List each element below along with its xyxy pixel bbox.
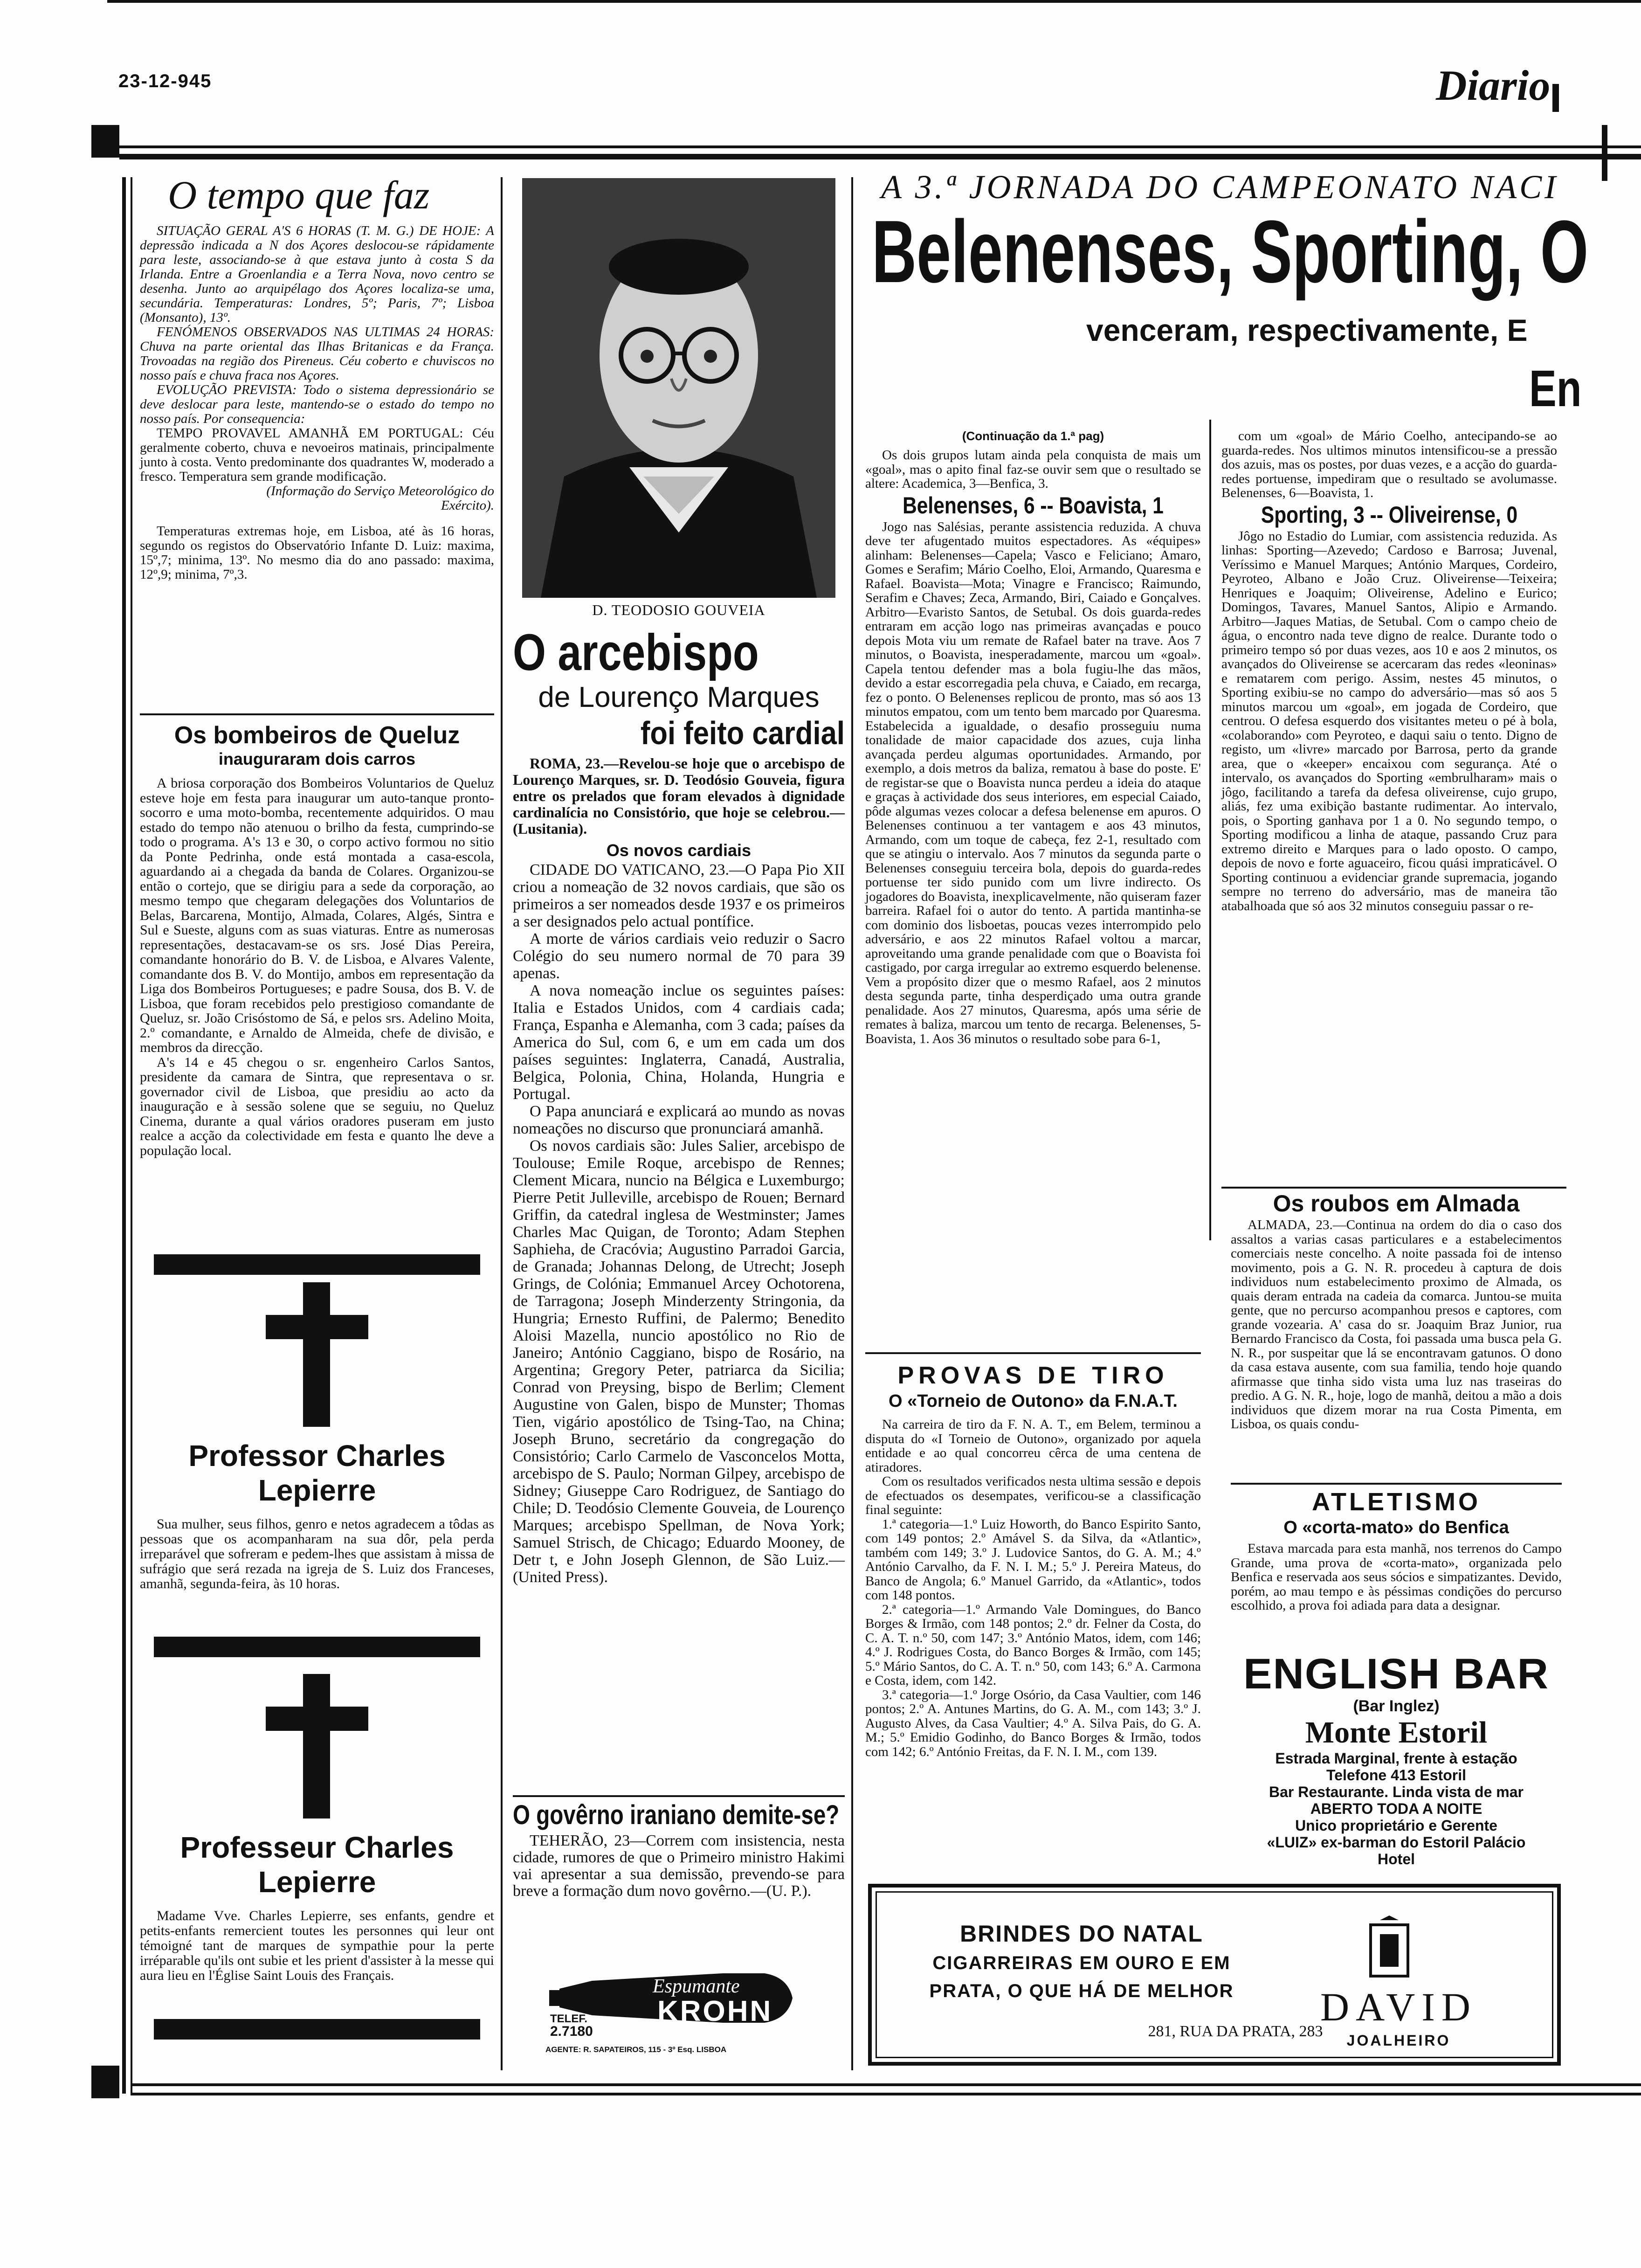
david-ad-l3: PRATA, O QUE HÁ DE MELHOR xyxy=(929,1981,1234,2001)
krohn-brand: Espumante xyxy=(653,1976,740,1997)
weather-previsao: TEMPO PROVAVEL AMANHÃ EM PORTUGAL: Céu geralmente coberto, chuva e nevoeiros matinais, principalmente junto à costa. Vento predominante dos quadrantes W, moderado a fresco. Temperatura sem grande modificação. xyxy=(140,426,494,484)
arcebispo-p4: O Papa anunciará e explicará ao mundo as novas nomeações no discurso que pronunciará amanhã. xyxy=(513,1103,845,1137)
football-col-a xyxy=(865,429,1201,1046)
tiro-title: PROVAS DE TIRO xyxy=(897,1362,1169,1389)
david-ad-brand: DAVID xyxy=(1320,1984,1477,2029)
atletismo-rule xyxy=(1231,1483,1562,1485)
game2-body xyxy=(1221,529,1557,913)
column-divider-3 xyxy=(1209,420,1211,1240)
arcebispo-body xyxy=(513,861,845,1586)
weather-body xyxy=(140,224,494,513)
arcebispo-deck: de Lourenço Marques xyxy=(538,681,820,713)
english-bar-l3: Bar Restaurante. Linda vista de mar xyxy=(1269,1784,1524,1800)
tiro-article xyxy=(865,1362,1201,1759)
bombeiros-body xyxy=(140,776,494,1158)
masthead-title: Diario xyxy=(1436,62,1551,109)
irao-rule xyxy=(513,1795,845,1797)
david-ad-trade: JOALHEIRO xyxy=(1346,2032,1451,2049)
football-col-b-cont xyxy=(1221,429,1557,500)
masthead-mark xyxy=(1552,84,1559,112)
atletismo-body xyxy=(1231,1542,1562,1613)
arcebispo-p2: A morte de vários cardiais veio reduzir o Sacro Colégio do seu numero normal de 70 para 39 apenas. xyxy=(513,930,845,982)
irao-text: TEHERÃO, 23—Correm com insistencia, nesta cidade, rumores de que o Primeiro ministro Hakimi vai apresentar a sua demissão, prevendo-se para breve a formação dum novo govêrno.—(U. P.). xyxy=(513,1832,845,1900)
english-bar-place: Monte Estoril xyxy=(1305,1715,1488,1749)
obituary-pt-bar-top xyxy=(154,1254,480,1275)
weather-extremes xyxy=(140,524,494,582)
arcebispo-deck2: foi feito cardial xyxy=(640,715,845,751)
issue-date: 23-12-945 xyxy=(118,71,212,91)
column-divider-2 xyxy=(851,177,853,2070)
obituary-fr-body xyxy=(140,1908,494,1983)
irao-body xyxy=(513,1832,845,1900)
obituary-pt-body xyxy=(140,1517,494,1591)
david-ad-l1: BRINDES DO NATAL xyxy=(960,1921,1203,1947)
english-bar-l1: Estrada Marginal, frente à estação xyxy=(1275,1750,1517,1767)
header-rule xyxy=(119,145,1641,148)
left-border-inner xyxy=(131,177,132,2094)
obituary-pt-name: Professor Charles Lepierre xyxy=(188,1439,446,1507)
portrait-image xyxy=(522,178,835,598)
left-border xyxy=(122,177,126,2094)
tiro-p5: 3.ª categoria—1.º Jorge Osório, da Casa Vaultier, com 146 pontos; 2.º A. Antunes Martins, do G. A. M., com 143; 3.º J. Augusto Alves, da Casa Vaultier; 4.º A. Silva Pais, do G. A. M.; 5.º Emidio Godinho, do Banco Borges & Irmão, todos com 142; 6.º António Freitas, da F. N. I. M., com 139. xyxy=(865,1687,1201,1759)
arcebispo-p5: Os novos cardiais são: Jules Salier, arcebispo de Toulouse; Emile Roque, arcebispo de Rennes; Clement Micara, nuncio na Bélgica e Luxemburgo; Pierre Petit Julleville, arcebispo de Rouen; Bernard Griffin, da catedral inglesa de Westminster; James Charles Mac Quigan, de Toronto; Adam Stephen Saphieha, de Cracóvia; Augustino Parradoi Garcia, de Granada; Johannas Delong, de Utrecht; Joseph Grings, de Colónia; Emmanuel Arcey Ochotorena, de Tarragona; Joseph Minderzenty Stringonia, da Hungria; Ernesto Ruffini, de Palermo; Benedito Aloisi Mazella, nuncio apostólico no Rio de Janeiro; António Caggiano, bispo de Rosário, na Argentina; Gregory Peter, patriarca da Sicilia; Conrad von Preysing, bispo de Berlim; Clement Augustine von Galen, bispo de Munster; Thomas Tien, vigário apostólico de Tsing-Tao, na China; Joseph Bruno, secretário da congregação do Consistório; Carlo Carmelo de Vasconcelos Motta, arcebispo de S. Paulo; Norman Gilpey, arcebispo de Sidney; Giuseppe Caro Rodriguez, de Santiago do Chile; D. Teodósio Clemente Gouveia, de Lourenço Marques; arcebispo Spellman, de Nova York; Samuel Strisch, de Chicago; Eduardo Mooney, de Detr t, e John Joseph Glennon, de São Luiz.—(United Press). xyxy=(513,1137,845,1586)
cross-icon xyxy=(140,1278,494,1431)
football-kicker: A 3.ª JORNADA DO CAMPEONATO NACI xyxy=(881,168,1559,206)
tiro-subtitle: O «Torneio de Outono» da F.N.A.T. xyxy=(889,1391,1178,1411)
david-ad-address: 281, RUA DA PRATA, 283 xyxy=(1148,2023,1323,2040)
bombeiros-p2: A's 14 e 45 chegou o sr. engenheiro Carlos Santos, presidente da camara de Sintra, que representava o sr. governador civil de Lisboa, que presidiu ao acto da inauguração e à sessão solene que se seguiu, no Queluz Cinema, durante a qual vários oradores puseram em justo realce a acção da colectividade em festa e quanto lhe deve a população local. xyxy=(140,1054,494,1158)
almada-body xyxy=(1231,1218,1562,1431)
english-bar-l6: «LUIZ» ex-barman do Estoril Palácio xyxy=(1267,1834,1526,1851)
corner-block xyxy=(91,125,119,158)
football-intro-block xyxy=(865,448,1201,491)
arcebispo-p3: A nova nomeação inclue os seguintes países: Italia e Estados Unidos, com 4 cardiais cada; França, Espanha e Alemanha, com 3 cada; países da America do Sul, com 6, e um em cada um dos países seguintes: Inglaterra, Canadá, Australia, Belgica, Polonia, China, Holanda, Hungria e Portugal. xyxy=(513,982,845,1103)
bottom-corner-block xyxy=(91,2066,119,2098)
football-col-b xyxy=(1221,429,1557,913)
football-intro: Os dois grupos lutam ainda pela conquista de mais um «goal», mas o apito final faz-se ouvir sem que o resultado se altere: Academica, 3—Benfica, 3. xyxy=(865,448,1201,491)
game2-text: Jôgo no Estadio do Lumiar, com assistencia reduzida. As linhas: Sporting—Azevedo; Cardoso e Barrosa; Juvenal, Veríssimo e Manuel Marques; António Marques, Cordeiro, Peyroteo, Albano e João Cruz. Oliveirense—Teixeira; Henriques e Joaquim; Oliveirense, Adelino e Eurico; Domingos, Tavares, Manuel Santos, Alipio e Armando. Arbitro—Jaques Matias, de Setubal. Com o campo cheio de água, o encontro nada teve digno de realce. Durante todo o primeiro tempo só por duas vezes, aos 10 e aos 2 minutos, os avançados do Oliveirense se acercaram das redes «leoninas» e rematarem com perigo. Assim, nestes 45 minutos, o Sporting exibiu-se no campo do adversário—mas só aos 5 minutos marcou um «goal», em jogada de Cordeiro, que centrou. O defesa esquerdo dos visitantes meteu o pé à bola, «colaborando» com Peyroteo, e daqui saiu o tento. Digno de registo, um «livre» marcado por Barrosa, perto da grande area, que o «keeper» encaixou com segurança. Até o intervalo, os avançados do Sporting «embrulharam» mais o jôgo, facilitando a tarefa da defesa oliveirense, cujo grupo, aliás, fez uma exibição bastante rudimentar. Ao intervalo, pois, o Sporting ganhava por 1 a 0. No segundo tempo, o Sporting modificou a linha de ataque, passando Cruz para extremo direito e Marques para o lado oposto. O campo, depois de novo e forte aguaceiro, ficou quási impraticável. O Sporting continuou a evidenciar grande supremacia, jogando sempre no terreno do adversário, mas de maneira tão atabalhoada que só aos 32 minutos conseguiu passar o re- xyxy=(1221,528,1557,913)
tiro-p1: Na carreira de tiro da F. N. A. T., em Belem, terminou a disputa do «I Torneio de Outono», organizado por aquela entidade e ao qual concorreu cêrca de uma centena de atiradores. xyxy=(865,1417,1201,1475)
arcebispo-article xyxy=(513,625,845,1586)
bombeiros-article xyxy=(140,722,494,1158)
obituary-pt xyxy=(140,1278,494,1591)
krohn-agent: AGENTE: R. SAPATEIROS, 115 - 3º Esq. LISBOA xyxy=(545,2045,727,2054)
english-bar-l2: Telefone 413 Estoril xyxy=(1326,1767,1466,1784)
obituary-fr-text: Madame Vve. Charles Lepierre, ses enfants, gendre et petits-enfants remercient toutes les personnes qui leur ont témoigné tant de marques de sympathie pour la perte irréparable qu'ils ont subie et les prient d'assister à la messe qui aura lieu en l'Église Saint Louis des Français. xyxy=(140,1908,494,1983)
tiro-body xyxy=(865,1418,1201,1759)
obituary-fr-name: Professeur Charles Lepierre xyxy=(180,1831,454,1899)
almada-article xyxy=(1231,1189,1562,1431)
english-bar-sub: (Bar Inglez) xyxy=(1353,1697,1440,1715)
bombeiros-title: Os bombeiros de Queluz xyxy=(174,722,460,749)
bombeiros-subtitle: inauguraram dois carros xyxy=(218,749,416,768)
atletismo-article xyxy=(1231,1487,1562,1613)
top-border xyxy=(107,0,1641,3)
weather-situacao: SITUAÇÃO GERAL A'S 6 HORAS (T. M. G.) DE HOJE: A depressão indicada a N dos Açores deslocou-se rápidamente para leste, associando-se à que estava junto à costa S da Irlanda. Entre a Groenlandia e a Terra Nova, novo centro se desenha. Junto ao arquipélago dos Açores localiza-se uma, secundária. Temperaturas: Londres, 5º; Paris, 7º; Lisboa (Monsanto), 13º. xyxy=(140,223,494,325)
arcebispo-p1: CIDADE DO VATICANO, 23.—O Papa Pio XII criou a nomeação de 32 novos cardiais, que são os primeiros a ser nomeados desde 1937 e os primeiros a ser designados pelo actual pontífice. xyxy=(513,861,845,930)
tiro-p3: 1.ª categoria—1.º Luiz Howorth, do Banco Espirito Santo, com 149 pontos; 2.º Amável S. da Silva, da «Atlantic», também com 149; 3.º J. Ludovice Santos, do G. A. M.; 4.º António Carvalho, da F. N. I. M.; 5.º J. Pereira Mateus, do Banco de Angola; 6.º Manuel Garrido, da «Atlantic», todos com 148 pontos. xyxy=(865,1516,1201,1603)
weather-title: O tempo que faz xyxy=(168,173,430,217)
football-subhead: venceram, respectivamente, E xyxy=(1086,313,1528,347)
english-bar-title: ENGLISH BAR xyxy=(1243,1650,1549,1698)
almada-title: Os roubos em Almada xyxy=(1273,1190,1520,1217)
atletismo-title: ATLETISMO xyxy=(1312,1488,1481,1516)
bottom-rule-2 xyxy=(131,2093,1641,2095)
english-bar-l7: Hotel xyxy=(1378,1851,1415,1867)
weather-extremes-text: Temperaturas extremas hoje, em Lisboa, até às 16 horas, segundo os registos do Observatório Infante D. Luiz: maxima, 15º,7; minima, 13º. No mesmo dia do ano passado: maxima, 12º,9; minima, 7º,3. xyxy=(140,524,494,582)
header-rule-thick xyxy=(119,154,1641,159)
game2-title: Sporting, 3 -- Oliveirense, 0 xyxy=(1261,501,1518,528)
tiro-rule xyxy=(865,1352,1201,1354)
bombeiros-p1: A briosa corporação dos Bombeiros Voluntarios de Queluz esteve hoje em festa para inaugurar um auto-tanque pronto-socorro e uma moto-bomba, recentemente adquiridos. O mau estado do tempo não atenuou o brilho da festa, cumprindo-se todo o programa. A's 13 e 30, o corpo activo formou no sitio da Ponte Pedrinha, onde está montada a casa-escola, aguardando ai a chegada da banda de Colares. Organizou-se então o cortejo, que se dirigiu para a sede da corporação, ao mesmo tempo que chegaram delegações dos Voluntarios de Belas, Barcarena, Montijo, Almada, Colares, Algés, Sintra e Sul e Sueste, alguns com as suas viaturas. Entre as numerosas representações, destacavam-se os srs. José Dias Pereira, comandante honorário do B. V. de Lisboa, e Alvares Valente, comandante dos B. V. do Montijo, ambos em representação da Liga dos Bombeiros Portugueses; e padre Sousa, dos B. V. de Lisboa, que foram recebidos pelo prestigioso comandante de Queluz, sr. João Crisóstomo de Sá, e pelos srs. Adelino Moita, 2.º comandante, e Arnaldo de Almeida, chefe de divisão, e membros da direcção. xyxy=(140,775,494,1055)
obituary-fr xyxy=(140,1669,494,1983)
tiro-p4: 2.ª categoria—1.º Armando Vale Domingues, do Banco Borges & Irmão, com 148 pontos; 2.º dr. Felner da Costa, do C. A. T. n.º 50, com 147; 3.º António Matos, idem, com 146; 4.º J. Rodrigues Costa, do Banco Borges & Irmão, com 145; 5.º Mário Santos, do C. A. T. n.º 50, com 143; 6.º A. Carmona e Costa, idem, com 142. xyxy=(865,1602,1201,1688)
obituary-pt-bar-bottom xyxy=(154,1637,480,1657)
krohn-tel: 2.7180 xyxy=(550,2024,593,2039)
obituary-fr-bar xyxy=(154,2019,480,2040)
almada-text: ALMADA, 23.—Continua na ordem do dia o caso dos assaltos a varias casas particulares e a estabelecimentos comerciais neste concelho. A noite passada foi de intenso movimento, pois a G. N. R. procedeu à captura de dois individuos num estabelecimento proximo de Almada, os quais deram entrada na cadeia da comarca. Juntou-se muita gente, que no percurso acompanhou presos e captores, com grande vozearia. A' casa do sr. Joaquim Braz Junior, rua Bernardo Francisco da Costa, foi passada uma busca pela G. N. R., por suspeitar que lá se encontravam gatunos. O dono da casa estava ausente, com sua familia, tendo hoje quando afirmasse que tinha sido vista uma luz nas traseiras do predio. A G. N. R., hoje, logo de manhã, deitou a mão a dois individuos que dizem morar na rua Costa Pimenta, em Lisboa, os quais condu- xyxy=(1231,1217,1562,1431)
game1-title: Belenenses, 6 -- Boavista, 1 xyxy=(903,492,1164,519)
krohn-ad xyxy=(545,1963,807,2056)
portrait-photo xyxy=(522,178,835,598)
cross-icon xyxy=(140,1669,494,1823)
header-right-tick xyxy=(1602,125,1607,181)
tiro-p2: Com os resultados verificados nesta ultima sessão e depois de efectuados os desempates, verificou-se a classificação final seguinte: xyxy=(865,1474,1201,1517)
bottom-rule xyxy=(131,2083,1641,2086)
arcebispo-headline: O arcebispo xyxy=(513,624,759,681)
irao-title: O govêrno iraniano demite-se? xyxy=(513,1800,840,1830)
arcebispo-lead xyxy=(513,755,845,837)
weather-evolucao: EVOLUÇÃO PREVISTA: Todo o sistema depressionário se deve deslocar para leste, mantendo-se o estado do tempo no nosso país. Por consequencia: xyxy=(140,382,494,426)
english-bar-ad xyxy=(1231,1651,1562,1867)
football-subhead-2: En xyxy=(1529,360,1582,417)
arcebispo-subhead: Os novos cardiais xyxy=(606,841,752,860)
weather-section xyxy=(140,173,494,582)
irao-article xyxy=(513,1800,845,1900)
portrait-caption: D. TEODOSIO GOUVEIA xyxy=(592,602,765,618)
weather-rule xyxy=(140,713,494,715)
weather-fenomenos: FENÓMENOS OBSERVADOS NAS ULTIMAS 24 HORAS: Chuva na parte oriental das Ilhas Britanicas e da França. Trovoadas na região dos Pireneus. Céu coberto e chuviscos no nosso país e chuva fraca nos Açores. xyxy=(140,325,494,383)
obituary-pt-text: Sua mulher, seus filhos, genro e netos agradecem a tôdas as pessoas que os acompanharam na sua dôr, pela perda irreparável que sofreram e pedem-lhes que assistam à missa de sufrágio que será rezada na igreja de S. Luiz dos Franceses, amanhã, segunda-feira, às 10 horas. xyxy=(140,1516,494,1591)
game1-body xyxy=(865,520,1201,1046)
english-bar-l5: Unico proprietário e Gerente xyxy=(1295,1817,1497,1834)
football-headline: Belenenses, Sporting, O xyxy=(872,202,1589,301)
game1-end: com um «goal» de Mário Coelho, antecipando-se ao guarda-redes. Nos ultimos minutos intensificou-se a pressão dos azuis, mas os postes, por duas vezes, e a acção do guarda-redes portuense, impediram que o resultado se avolumasse. Belenenses, 6—Boavista, 1. xyxy=(1221,429,1557,500)
almada-rule xyxy=(1221,1187,1566,1189)
weather-source: (Informação do Serviço Meteorológico do Exército). xyxy=(266,484,494,513)
atletismo-subtitle: O «corta-mato» do Benfica xyxy=(1283,1518,1509,1537)
football-continuation: (Continuação da 1.ª pag) xyxy=(962,429,1104,443)
arcebispo-lead-text: ROMA, 23.—Revelou-se hoje que o arcebispo de Lourenço Marques, sr. D. Teodósio Gouveia, figura entre os prelados que foram elevados à dignidade cardinalícia no Consistório, que hoje se celebrou.—(Lusitania). xyxy=(513,755,845,837)
game1-text: Jogo nas Salésias, perante assistencia reduzida. A chuva deve ter afugentado muitos espectadores. As «équipes» alinham: Belenenses—Capela; Vasco e Feliciano; Amaro, Gomes e Serafim; Mário Coelho, Eloi, Armando, Quaresma e Rafael. Boavista—Mota; Vinagre e Francisco; Raimundo, Serafim e Chaves; Zeca, Armando, Biri, Caiado e Gonçalves. Arbitro—Evaristo Santos, de Setubal. Os dois guarda-redes entraram em acção logo nas primeiras avançadas e pouco depois Mota viu um remate de Rafael bater na trave. Aos 7 minutos, o Boavista, inesperadamente, marcou um «goal». Capela tentou defender mas a bola fugiu-lhe das mãos, devido a estar escorregadia pela chuva, e Caiado, em recarga, fez o ponto. O Belenenses replicou de pronto, mas só aos 13 minutos empatou, com um tento bem marcado por Quaresma. Estabelecida a igualdade, o desafio prosseguiu numa tonalidade de maior capacidade dos azues, cuja linha avançada perdeu algumas oportunidades. Armando, por exemplo, a dois metros da baliza, rematou à base do poste. E' de registar-se que o Boavista nunca perdeu a ideia do ataque e graças à actividade dos seus interiores, em especial Caiado, pôde algumas vezes colocar a defesa belenense em apuros. O Belenenses continuou a ter vantagem e aos 43 minutos, Armando, com um toque de cabeça, fez 2-1, resultado com que se atingiu o intervalo. Aos 7 minutos da segunda parte o Belenenses conseguiu terceira bola, depois do guarda-redes portuense ter sido punido com um livre indirecto. Os jogadores do Boavista, inexplicavelmente, não quiseram fazer barreira. Rafael foi o autor do tento. A partida mantinha-se com dominio dos lisboetas, poucas vezes interrompido pelo adversário, e aos 22 minutos Rafael voltou a marcar, aproveitando uma grande penalidade com que o Boavista foi castigado, por carga irregular ao extremo esquerdo belenense. Vem a propósito dizer que o mesmo Rafael, aos 2 minutos desta segunda parte, tinha desperdiçado uma outra grande penalidade. Aos 27 minutos, Quaresma, após uma série de remates à baliza, marcou um tento de recarga. Belenenses, 5-Boavista, 1. Aos 36 minutos o resultado sobe para 6-1, xyxy=(865,519,1201,1046)
david-ad-l2: CIGARREIRAS EM OURO E EM xyxy=(932,1953,1231,1973)
david-ad xyxy=(868,1884,1561,2066)
column-divider-1 xyxy=(501,177,503,2070)
krohn-tel-label: TELEF. xyxy=(550,2012,588,2025)
english-bar-l4: ABERTO TODA A NOITE xyxy=(1310,1800,1482,1817)
atletismo-text: Estava marcada para esta manhã, nos terrenos do Campo Grande, uma prova de «corta-mato», organizada pelo Benfica e reservada aos seus sócios e simpatizantes. Devido, porém, ao mau tempo e às péssimas condições do percurso escolhido, a prova foi adiada para data a designar. xyxy=(1231,1541,1562,1613)
david-logo-icon xyxy=(1361,1915,1417,1981)
krohn-name: KROHN xyxy=(657,1995,773,2027)
